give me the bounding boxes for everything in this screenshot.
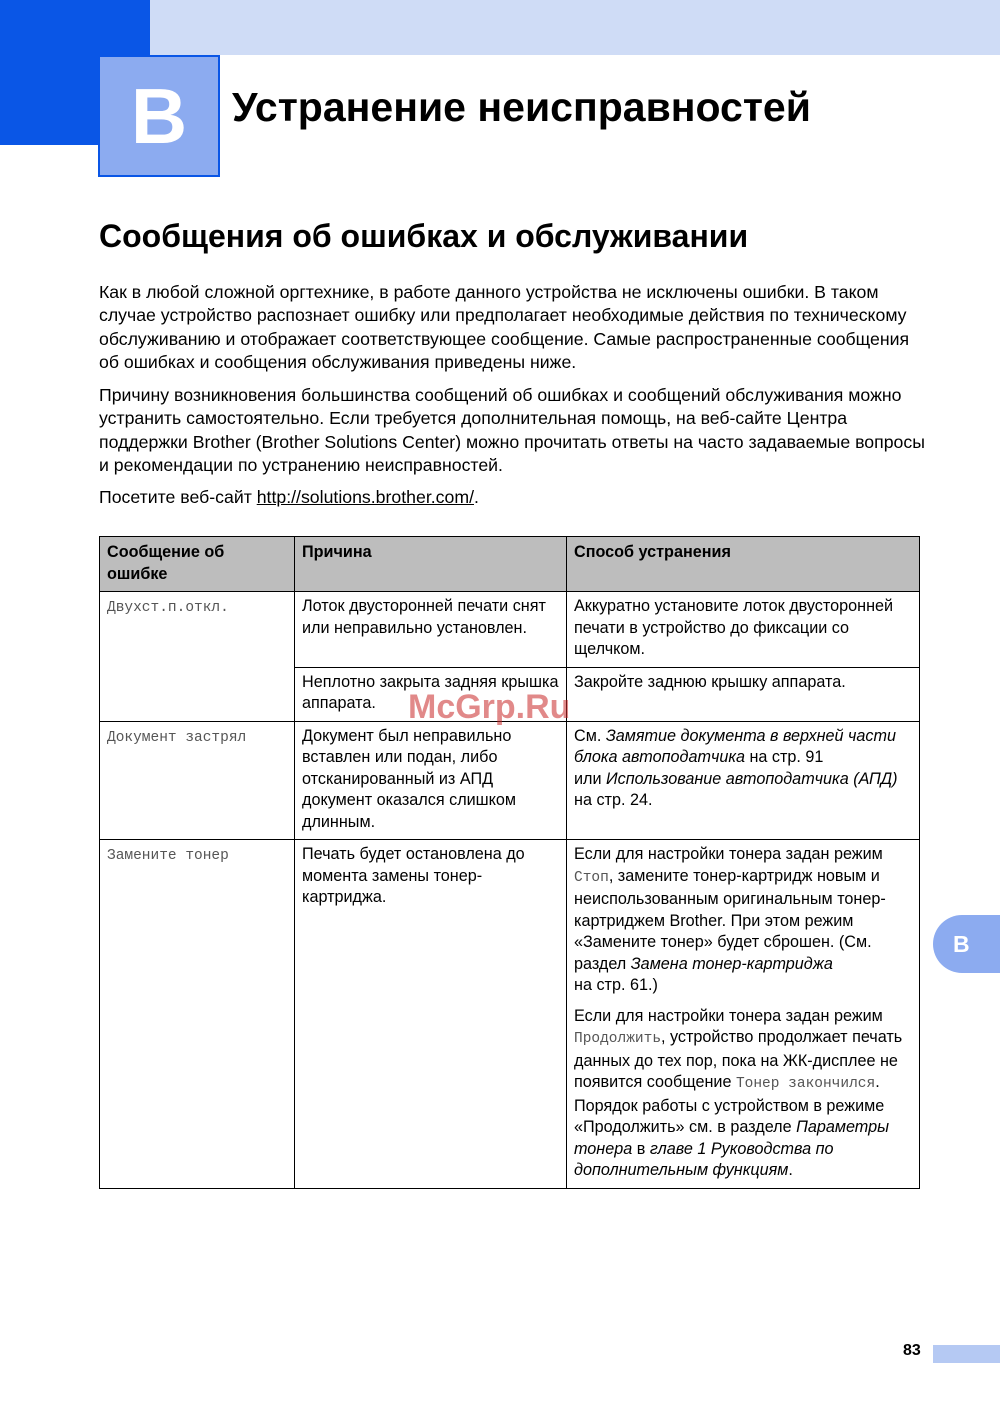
watermark: McGrp.Ru [408,688,571,726]
page-number-bar [933,1345,1000,1363]
solution-text: Если для настройки тонера задан режим [574,1006,883,1025]
solution-text: Если для настройки тонера задан режим [574,845,883,863]
cause-cell: Лоток двусторонней печати снят или неправильно установлен. [295,592,567,668]
solution-text: , замените тонер-картридж новым и неиспользованным оригинальным тонер-картриджем Brother. При этом режим «Замените тонер» будет сброшен. (См. раздел [574,866,886,973]
solutions-link[interactable]: http://solutions.brother.com/ [256,487,474,507]
solution-stop-mode [574,844,912,997]
solution-cell: Закройте заднюю крышку аппарата. [567,667,920,721]
page-reference: на стр. 91 [744,748,824,766]
message-cell [100,840,295,1189]
section-title: Сообщения об ошибках и обслуживании [99,218,749,254]
solution-text: или [574,769,607,788]
error-message: Документ застрял [107,729,247,746]
header-band-light [150,0,1000,55]
visit-suffix: . [474,487,479,507]
header-solution: Способ устранения [567,537,920,592]
cross-reference: Параметры тонера [574,1118,889,1158]
header-cause: Причина [295,537,567,592]
error-messages-table [99,536,920,1189]
visit-prefix: Посетите веб-сайт [99,487,257,507]
table-row [100,840,920,1189]
cross-reference: Замена тонер-картриджа [630,954,833,973]
visit-paragraph [99,486,929,509]
message-cell [100,721,295,840]
cross-reference: Замятие документа в верхней части блока автоподатчика [574,726,896,766]
page-reference: на стр. 61.) [574,976,658,994]
solution-cell [567,840,920,1189]
table-header-row [100,537,920,592]
table-row [100,721,920,840]
setting-value: Стоп [574,869,609,886]
solution-text: в [632,1139,650,1158]
solution-continue-mode [574,1006,912,1182]
chapter-title: Устранение неисправностей [232,84,811,130]
page-reference: на стр. 24. [574,791,653,809]
error-message: Двухст.п.откл. [107,600,229,616]
table-row [100,592,920,668]
solution-text: . [788,1161,793,1179]
solution-cell: Аккуратно установите лоток двусторонней печати в устройство до фиксации со щелчком. [567,592,920,668]
message-cell [100,592,295,722]
cause-cell: Документ был неправильно вставлен или подан, либо отсканированный из АПД документ оказался слишком длинным. [295,721,567,840]
header-message: Сообщение об ошибке [100,537,295,592]
lcd-message: Тонер закончился [735,1076,876,1092]
intro-paragraph: Как в любой сложной оргтехнике, в работе данного устройства не исключены ошибки. В таком случае устройство распознает ошибку или предполагает необходимые действия по техническому обслуживанию и отображает соответствующее сообщение. Самые распространенные сообщения об ошибках и сообщения обслуживания приведены ниже. [99,282,910,372]
cause-cell: Неплотно закрыта задняя крышка аппарата. [295,667,567,721]
chapter-letter-box: B [98,55,220,177]
solution-text: . Порядок работы с устройством в режиме «Продолжить» см. в разделе [574,1073,885,1136]
solution-cell [567,721,920,840]
cross-reference: главе 1 Руководства по дополнительным функциям [574,1139,834,1179]
cross-reference: Использование автоподатчика (АПД) [606,769,898,788]
setting-value: Продолжить [574,1031,662,1047]
cause-cell: Печать будет остановлена до момента замены тонер-картриджа. [295,840,567,1189]
chapter-side-tab: B [933,915,1000,973]
solution-text: , устройство продолжает печать данных до тех пор, пока на ЖК-дисплее не появится сообщение [574,1028,903,1091]
support-paragraph: Причину возникновения большинства сообщений об ошибках и сообщений обслуживания можно устранить самостоятельно. Если требуется дополнительная помощь, на веб-сайте Центра поддержки Brother (Brother Solutions Center) можно прочитать ответы на часто задаваемые вопросы и рекомендации по устранению неисправностей. [99,385,925,475]
error-message: Замените тонер [107,848,229,864]
page-number: 83 [903,1342,921,1359]
solution-text: См. [574,726,606,745]
